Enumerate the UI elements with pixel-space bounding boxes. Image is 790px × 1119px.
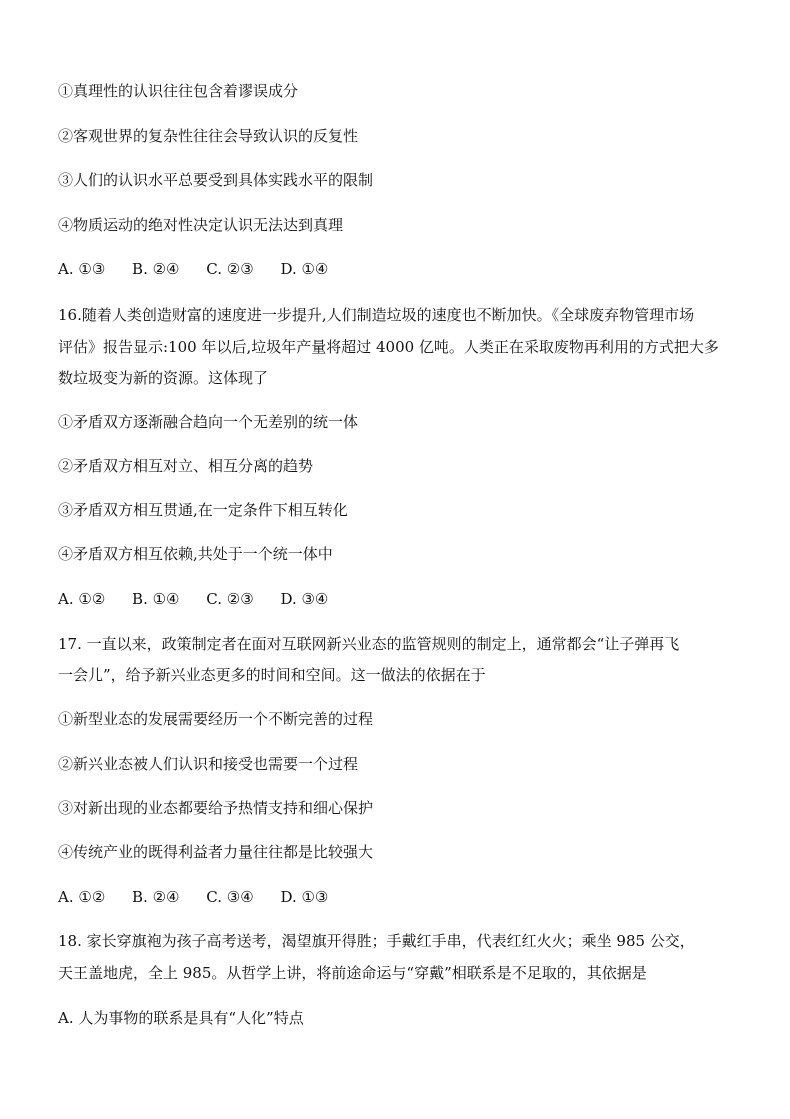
q16-option-4: ④矛盾双方相互依赖,共处于一个统一体中: [58, 545, 333, 563]
q18-stem-line-1: 18. 家长穿旗袍为孩子高考送考，渴望旗开得胜；手戴红手串，代表红红火火；乘坐 985 公交，: [58, 932, 695, 950]
q16-choice-b: B. ①④: [132, 590, 180, 608]
q17-stem-line-1: 17. 一直以来，政策制定者在面对互联网新兴业态的监管规则的制定上，通常都会“让子弹再飞: [58, 635, 680, 653]
q15-choice-c: C. ②③: [206, 260, 254, 278]
q18-stem-line-2: 天王盖地虎，全上 985。从哲学上讲，将前途命运与“穿戴”相联系是不足取的，其依据是: [58, 964, 647, 982]
q16-option-3: ③矛盾双方相互贯通,在一定条件下相互转化: [58, 501, 348, 519]
q17-stem-line-2: 一会儿”，给予新兴业态更多的时间和空间。这一做法的依据在于: [58, 666, 486, 684]
q16-stem-line-2: 评估》报告显示:100 年以后,垃圾年产量将超过 4000 亿吨。人类正在采取废物再利用的方式把大多: [58, 338, 719, 356]
q17-option-3: ③对新出现的业态都要给予热情支持和细心保护: [58, 799, 374, 817]
q15-option-4: ④物质运动的绝对性决定认识无法达到真理: [58, 216, 344, 234]
q15-choice-d: D. ①④: [280, 260, 329, 278]
q17-option-4: ④传统产业的既得利益者力量往往都是比较强大: [58, 843, 374, 861]
q17-choice-a: A. ①②: [58, 888, 106, 906]
q15-choices: [58, 258, 748, 280]
q16-option-1: ①矛盾双方逐渐融合趋向一个无差别的统一体: [58, 413, 359, 431]
q16-choices: [58, 588, 748, 610]
q16-choice-c: C. ②③: [206, 590, 254, 608]
q17-option-2: ②新兴业态被人们认识和接受也需要一个过程: [58, 755, 359, 773]
q15-choice-b: B. ②④: [132, 260, 180, 278]
q16-choice-d: D. ③④: [280, 590, 329, 608]
q16-stem-line-3: 数垃圾变为新的资源。这体现了: [58, 369, 269, 387]
q15-option-1: ①真理性的认识往往包含着谬误成分: [58, 82, 299, 100]
q15-option-2: ②客观世界的复杂性往往会导致认识的反复性: [58, 127, 359, 145]
q17-choice-c: C. ③④: [206, 888, 254, 906]
q15-choice-a: A. ①③: [58, 260, 106, 278]
q17-choice-d: D. ①③: [280, 888, 329, 906]
q17-choices: [58, 886, 748, 908]
q16-stem-line-1: 16.随着人类创造财富的速度进一步提升,人们制造垃圾的速度也不断加快。《全球废弃物管理市场: [58, 306, 695, 324]
q18-option-a: A. 人为事物的联系是具有“人化”特点: [58, 1009, 304, 1027]
q16-choice-a: A. ①②: [58, 590, 106, 608]
q17-choice-b: B. ②④: [132, 888, 180, 906]
q16-option-2: ②矛盾双方相互对立、相互分离的趋势: [58, 457, 314, 475]
q17-option-1: ①新型业态的发展需要经历一个不断完善的过程: [58, 710, 374, 728]
q15-option-3: ③人们的认识水平总要受到具体实践水平的限制: [58, 171, 374, 189]
